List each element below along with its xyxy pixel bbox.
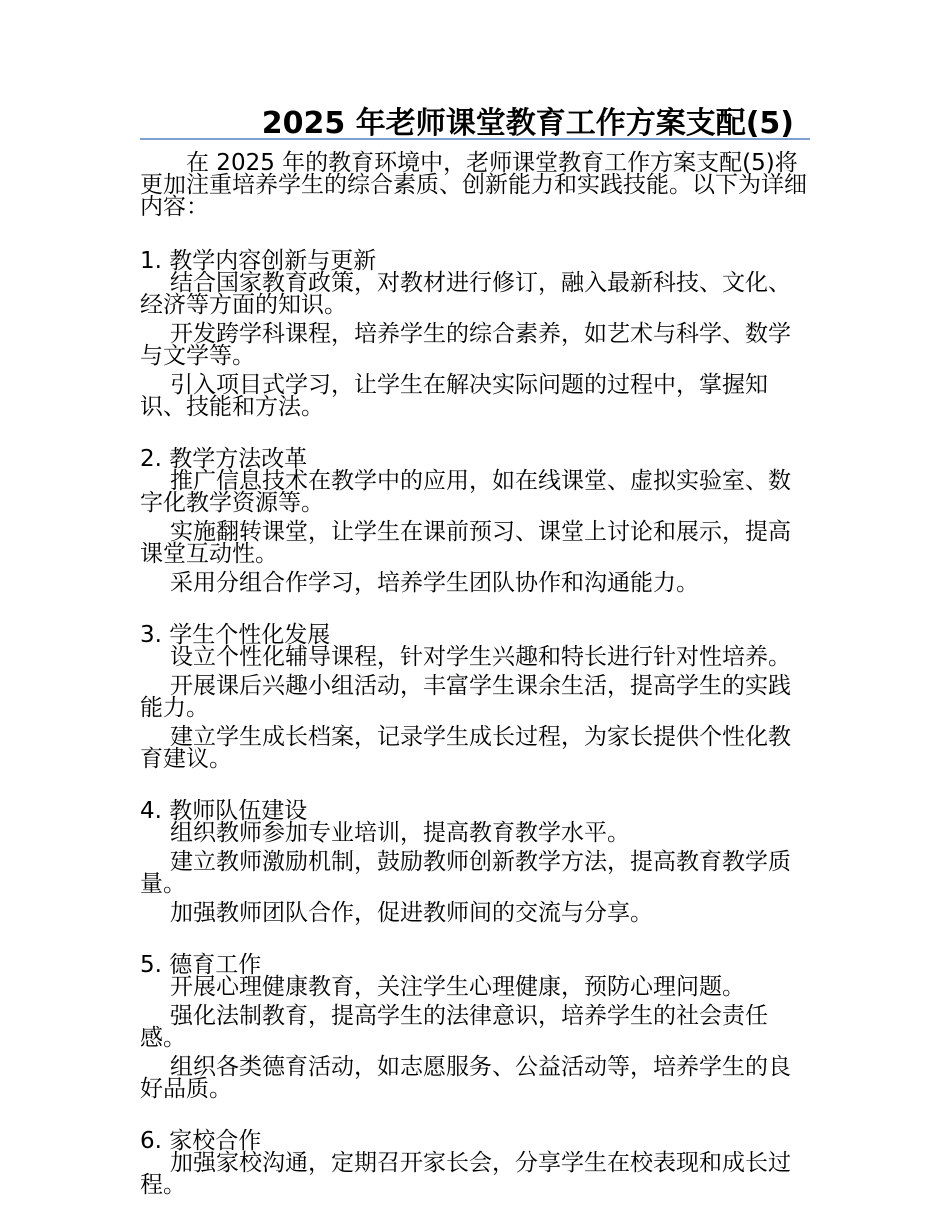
- section-item: 组织各类德育活动，如志愿服务、公益活动等，培养学生的良好品质。: [140, 1054, 791, 1102]
- section-item: 开展心理健康教育，关注学生心理健康，预防心理问题。: [170, 974, 745, 1000]
- section-item: 开展课后兴趣小组活动，丰富学生课余生活，提高学生的实践能力。: [140, 673, 791, 721]
- section-2: [140, 448, 810, 594]
- section-1: [140, 250, 810, 418]
- section-heading: 5. 德育工作: [140, 952, 262, 978]
- section-item: 加强家校沟通，定期召开家长会，分享学生在校表现和成长过程。: [140, 1150, 791, 1198]
- section-item: 建立教师激励机制，鼓励教师创新教学方法，提高教育教学质量。: [140, 849, 791, 897]
- section-heading: 6. 家校合作: [140, 1128, 262, 1154]
- section-item: 结合国家教育政策，对教材进行修订，融入最新科技、文化、经济等方面的知识。: [140, 270, 791, 318]
- section-item: 建立学生成长档案，记录学生成长过程，为家长提供个性化教育建议。: [140, 724, 791, 772]
- section-item: 采用分组合作学习，培养学生团队协作和沟通能力。: [170, 570, 699, 596]
- section-item: 开发跨学科课程，培养学生的综合素养，如艺术与科学、数学与文学等。: [140, 321, 791, 369]
- title-underline: [140, 138, 810, 140]
- section-item: 实施翻转课堂，让学生在课前预习、课堂上讨论和展示，提高课堂互动性。: [140, 519, 791, 567]
- document-title: 2025 年老师课堂教育工作方案支配(5): [261, 106, 794, 141]
- section-item: 加强教师团队合作，促进教师间的交流与分享。: [170, 900, 653, 926]
- document-body: [140, 152, 810, 1226]
- section-heading: 3. 学生个性化发展: [140, 622, 331, 648]
- section-heading: 1. 教学内容创新与更新: [140, 248, 377, 274]
- section-item: 设立个性化辅导课程，针对学生兴趣和特长进行针对性培养。: [170, 644, 791, 670]
- section-6: [140, 1130, 810, 1196]
- section-5: [140, 954, 810, 1100]
- intro-paragraph: 在 2025 年的教育环境中，老师课堂教育工作方案支配(5)将更加注重培养学生的综合素质、创新能力和实践技能。以下为详细内容：: [140, 150, 807, 220]
- section-4: [140, 800, 810, 924]
- section-item: 推广信息技术在教学中的应用，如在线课堂、虚拟实验室、数字化教学资源等。: [140, 468, 791, 516]
- section-item: 引入项目式学习，让学生在解决实际问题的过程中，掌握知识、技能和方法。: [140, 372, 768, 420]
- section-item: 组织教师参加专业培训，提高教育教学水平。: [170, 820, 630, 846]
- section-3: [140, 624, 810, 770]
- section-heading: 4. 教师队伍建设: [140, 798, 308, 824]
- section-heading: 2. 教学方法改革: [140, 446, 308, 472]
- section-item: 强化法制教育，提高学生的法律意识，培养学生的社会责任感。: [140, 1003, 768, 1051]
